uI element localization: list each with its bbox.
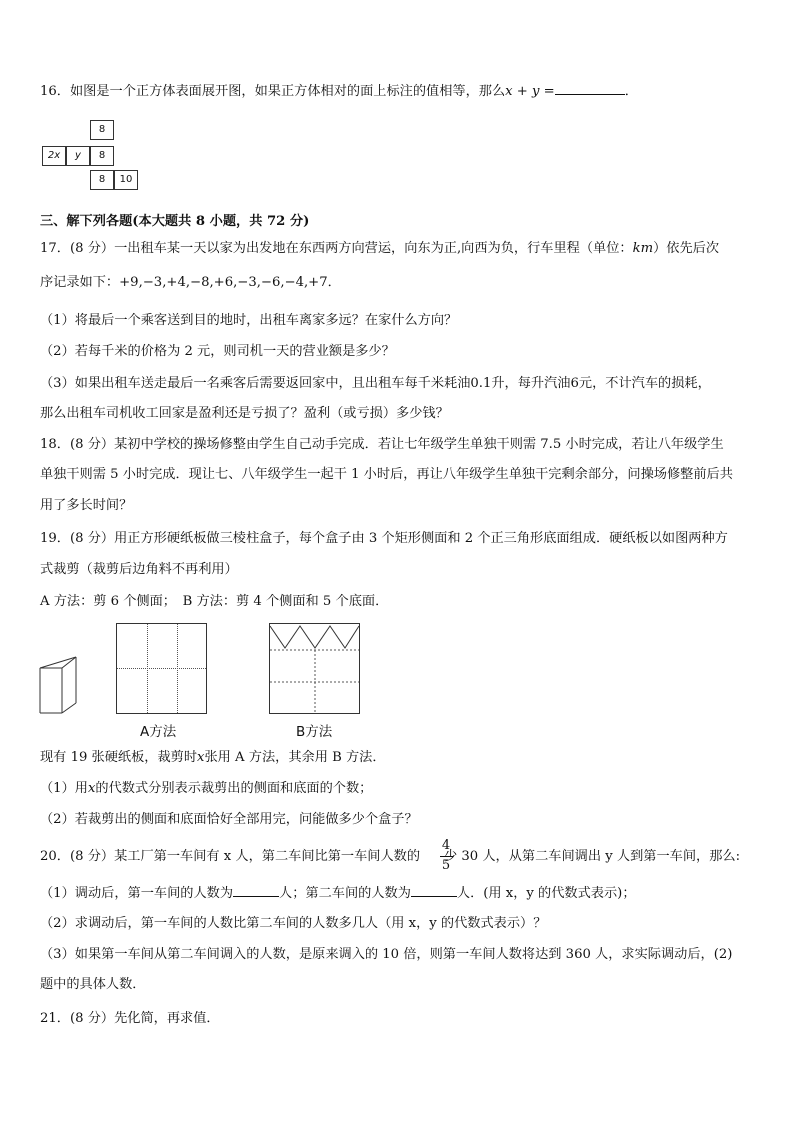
q19-part2: （2）若裁剪出的侧面和底面恰好全部用完，问能做多少个盒子？ (40, 812, 418, 827)
q16-answer-blank[interactable] (555, 82, 625, 95)
q17-records-label: 序记录如下： (40, 275, 120, 290)
q17-part3-text2: 升，每升汽油 (491, 376, 571, 391)
fraction-bar (440, 856, 453, 857)
fraction-denominator: 5 (441, 858, 451, 873)
q17-part3 (40, 375, 711, 393)
q21-line1: 21．(8 分）先化简，再求值． (40, 1011, 220, 1026)
q18-line1: 18．(8 分）某初中学校的操场修整由学生自己动手完成．若让七年级学生单独干则需 7.5 小时完成，若让八年级学生 (40, 437, 724, 452)
section-heading: 三、解下列各题(本大题共 8 小题，共 72 分) (40, 214, 310, 229)
q19-line4-text2: 张用 A 方法，其余用 B 方法． (204, 750, 386, 765)
q20-text2: 少 30 人，从第二车间调出 y 人到第一车间，那么: (444, 849, 741, 864)
q17-part3-text: （3）如果出租车送走最后一名乘客后需要返回家中，且出租车每千米耗油 (40, 376, 471, 391)
q16-text: 16．如图是一个正方体表面展开图，如果正方体相对的面上标注的值相等，那么 (40, 84, 506, 99)
q20-part1 (40, 884, 636, 903)
q17-text: 17．(8 分）一出租车某一天以家为出发地在东西两方向营运，向东为正,向西为负，行车里程（单位： (40, 241, 633, 256)
q16-expr: x + y = (505, 84, 555, 99)
q17-part3-cont: 那么出租车司机收工回家是盈利还是亏损了？盈利（或亏损）多少钱？ (40, 406, 449, 421)
q18-line2: 单独干则需 5 小时完成．现让七、八年级学生一起干 1 小时后，再让八年级学生单独干完剩余部分，问操场修整前后共 (40, 467, 733, 482)
q17-price-value: 6 (570, 376, 579, 391)
q19-part1-text: （1）用 (40, 781, 88, 796)
q20-text: 20．(8 分）某工厂第一车间有 x 人，第二车间比第一车间人数的 (40, 849, 421, 864)
fraction-numerator: 4 (441, 838, 451, 853)
q17-records: +9,−3,+4,−8,+6,−3,−6,−4,+7 (119, 275, 328, 290)
caption-method-a: A方法 (140, 724, 177, 740)
caption-method-b: B方法 (296, 724, 333, 740)
net-cell-middle: 8 (90, 146, 114, 166)
net-cell-y: y (66, 146, 90, 166)
board-method-b (269, 623, 360, 714)
q20-part1-text2: 人；第二车间的人数为 (279, 886, 411, 901)
q17-unit: km (632, 241, 654, 256)
q20-part1-text: （1）调动后，第一车间的人数为 (40, 886, 234, 901)
net-cell-top: 8 (90, 120, 114, 140)
triangle-cuts (270, 624, 359, 713)
q17-fuel-value: 0.1 (470, 376, 492, 391)
q20-blank-2[interactable] (411, 884, 457, 897)
q19-part1-text2: 的代数式分别表示裁剪出的侧面和底面的个数； (95, 781, 373, 796)
q19-line4-text: 现有 19 张硬纸板，裁剪时 (40, 750, 198, 765)
q20-line1 (40, 848, 740, 866)
q17-line2 (40, 274, 341, 292)
q19-line2: 式裁剪（裁剪后边角料不再利用） (40, 562, 238, 577)
q19-line1: 19．(8 分）用正方形硬纸板做三棱柱盒子，每个盒子由 3 个矩形侧面和 2 个正三角形底面组成．硬纸板以如图两种方 (40, 531, 728, 546)
triangular-prism-figure (36, 655, 84, 717)
q19-var-x: x (197, 750, 205, 765)
q18-line3: 用了多长时间？ (40, 498, 133, 513)
q17-text-end: ）依先后次 (653, 241, 720, 256)
q17-part1: （1）将最后一个乘客送到目的地时，出租车离家多远？在家什么方向？ (40, 313, 458, 328)
board-method-a (116, 623, 207, 714)
q17-line1 (40, 240, 719, 258)
q20-part3-cont: 题中的具体人数． (40, 977, 146, 992)
q19-part1-var: x (87, 781, 96, 796)
q17-part2: （2）若每千米的价格为 2 元，则司机一天的营业额是多少？ (40, 344, 395, 359)
q19-part1 (40, 780, 372, 798)
q17-part3-text3: 元，不计汽车的损耗， (578, 376, 711, 391)
q20-part2: （2）求调动后，第一车间的人数比第二车间的人数多几人（用 x，y 的代数式表示）？ (40, 916, 547, 931)
net-cell-bottom: 8 (90, 170, 114, 190)
net-cell-2x: 2x (42, 146, 66, 166)
q20-blank-1[interactable] (233, 884, 279, 897)
q20-part3: （3）如果第一车间从第二车间调入的人数，是原来调入的 10 倍，则第一车间人数将达到 360 人，求实际调动后，(2) (40, 947, 733, 962)
q19-line3: A 方法：剪 6 个侧面； B 方法：剪 4 个侧面和 5 个底面． (40, 594, 389, 609)
q19-line4 (40, 749, 386, 767)
q16-period: ． (624, 84, 638, 99)
net-cell-10: 10 (114, 170, 138, 190)
q16-stem (40, 82, 638, 101)
q20-part1-text3: 人．(用 x，y 的代数式表示)； (456, 886, 636, 901)
q17-period: ． (327, 275, 341, 290)
